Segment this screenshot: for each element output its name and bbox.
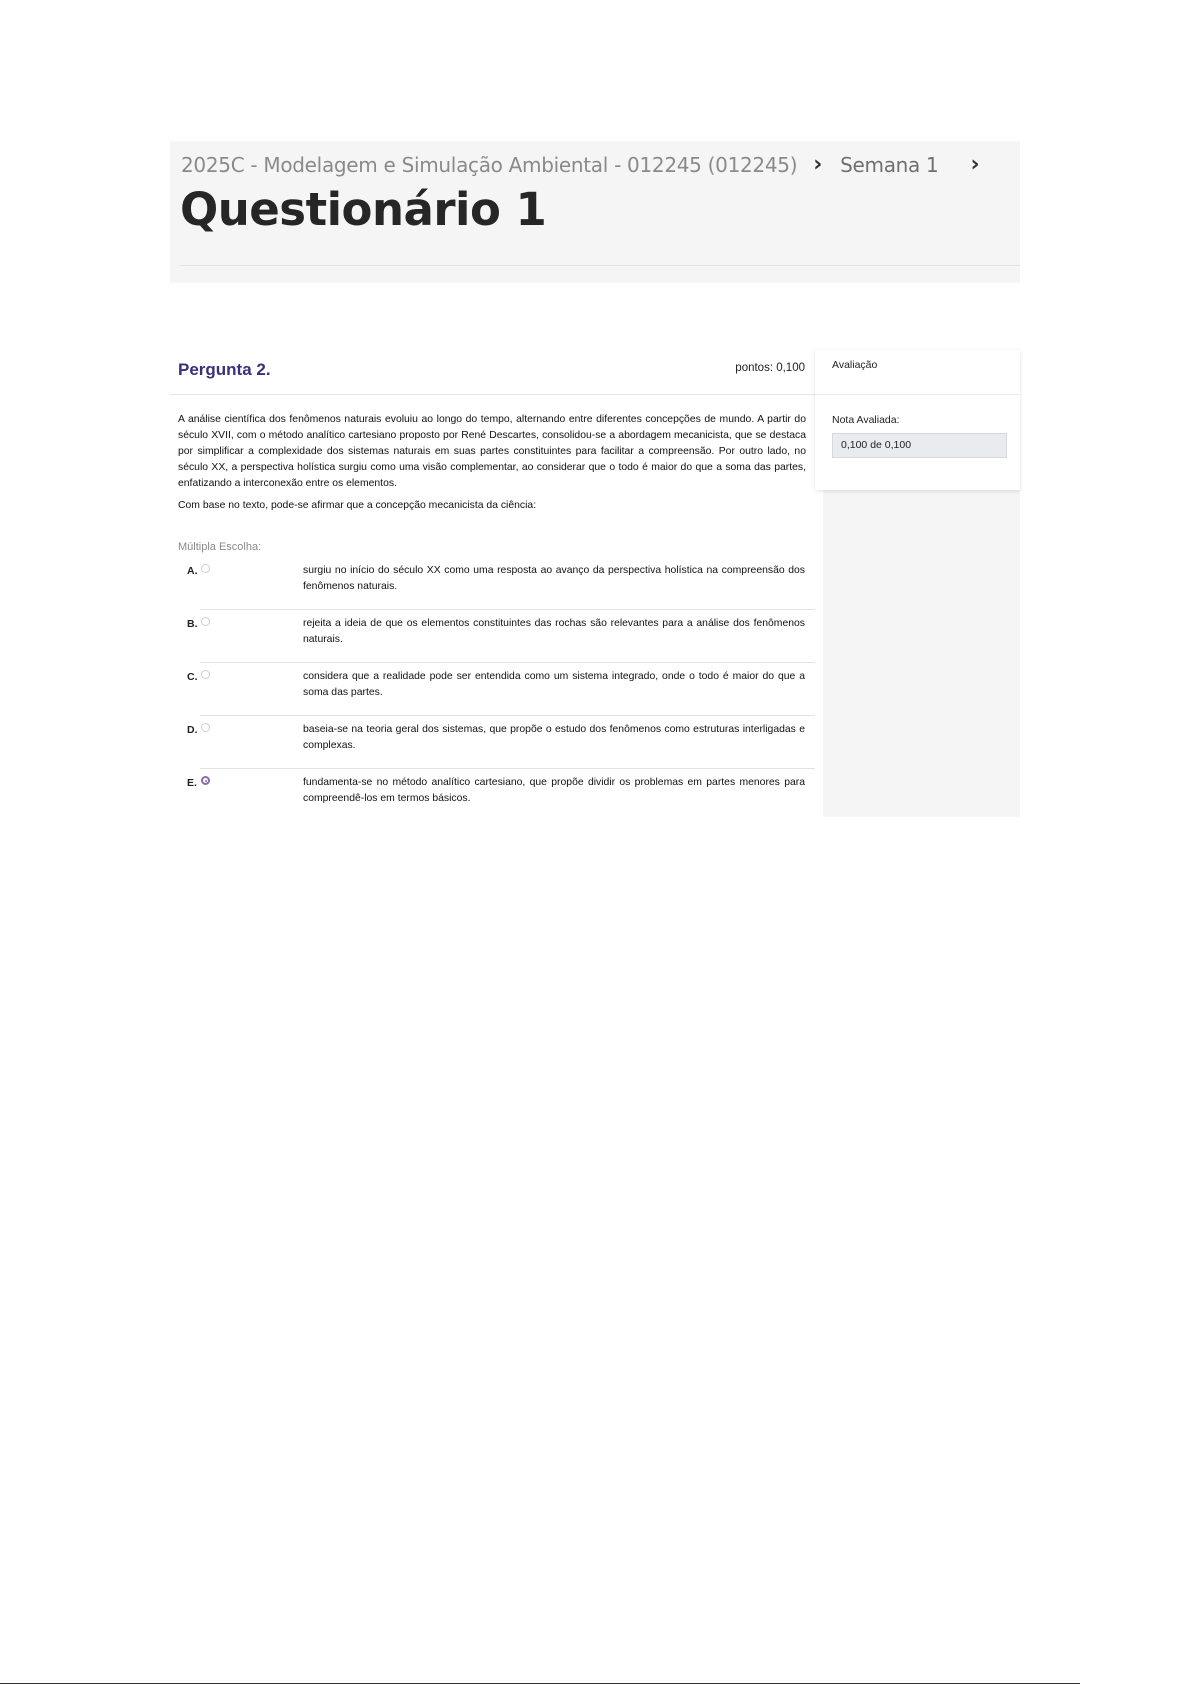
radio-button[interactable] xyxy=(201,670,210,679)
page-bottom-rule xyxy=(0,1683,1080,1684)
choice-type-label: Múltipla Escolha: xyxy=(178,541,262,553)
evaluation-card xyxy=(815,350,1020,490)
option-text: fundamenta-se no método analítico cartesiano, que propõe dividir os problemas em partes menores para compreendê-los em termos básicos. xyxy=(303,777,805,804)
answer-option-e[interactable] xyxy=(170,769,815,822)
question-points: pontos: 0,100 xyxy=(735,362,805,374)
answer-option-b[interactable] xyxy=(170,610,815,663)
radio-button[interactable] xyxy=(201,723,210,732)
grade-field: 0,100 de 0,100 xyxy=(832,433,1007,458)
question-prompt: Com base no texto, pode-se afirmar que a concepção mecanicista da ciência: xyxy=(178,500,537,511)
option-text: considera que a realidade pode ser entendida como um sistema integrado, onde o todo é maior do que a soma das partes. xyxy=(303,671,805,698)
page-header xyxy=(170,141,1020,283)
breadcrumb-week-link[interactable]: Semana 1 xyxy=(840,152,939,177)
option-letter: E. xyxy=(187,777,197,789)
answer-option-c[interactable] xyxy=(170,663,815,716)
page-title: Questionário 1 xyxy=(180,183,547,236)
question-title: Pergunta 2. xyxy=(178,360,271,379)
evaluation-divider xyxy=(815,394,1020,395)
evaluation-title: Avaliação xyxy=(832,359,878,371)
question-divider xyxy=(170,394,815,395)
chevron-right-icon: › xyxy=(813,151,823,177)
breadcrumb xyxy=(181,151,989,177)
option-letter: B. xyxy=(187,618,198,630)
radio-button[interactable] xyxy=(201,564,210,573)
chevron-right-icon: › xyxy=(970,151,980,177)
radio-button[interactable] xyxy=(201,617,210,626)
answer-option-a[interactable] xyxy=(170,557,815,610)
radio-button[interactable] xyxy=(201,776,210,785)
question-panel xyxy=(170,350,815,817)
option-letter: D. xyxy=(187,724,198,736)
header-divider xyxy=(180,265,1020,266)
question-body: A análise científica dos fenômenos naturais evoluiu ao longo do tempo, alternando entre diferentes concepções de mundo. A partir do século XVII, com o método analítico cartesiano proposto por René Descartes, consolidou-se a abordagem mecanicista, que se destaca por simplificar a complexidade dos sistemas naturais em suas partes constituintes para facilitar a compreensão. Por outro lado, no século XX, a perspectiva holística surgiu como uma visão complementar, ao considerar que o todo é maior do que a soma das partes, enfatizando a interconexão entre os elementos. xyxy=(178,414,806,489)
option-text: baseia-se na teoria geral dos sistemas, que propõe o estudo dos fenômenos como estruturas interligadas e complexas. xyxy=(303,724,805,751)
option-text: rejeita a ideia de que os elementos constituintes das rochas são relevantes para a análise dos fenômenos naturais. xyxy=(303,618,805,645)
option-letter: C. xyxy=(187,671,198,683)
grade-label: Nota Avaliada: xyxy=(832,414,900,426)
breadcrumb-course-link[interactable]: 2025C - Modelagem e Simulação Ambiental - 012245 (012245) xyxy=(181,152,798,177)
answer-option-d[interactable] xyxy=(170,716,815,769)
option-letter: A. xyxy=(187,565,198,577)
option-text: surgiu no início do século XX como uma resposta ao avanço da perspectiva holística na compreensão dos fenômenos naturais. xyxy=(303,565,805,592)
